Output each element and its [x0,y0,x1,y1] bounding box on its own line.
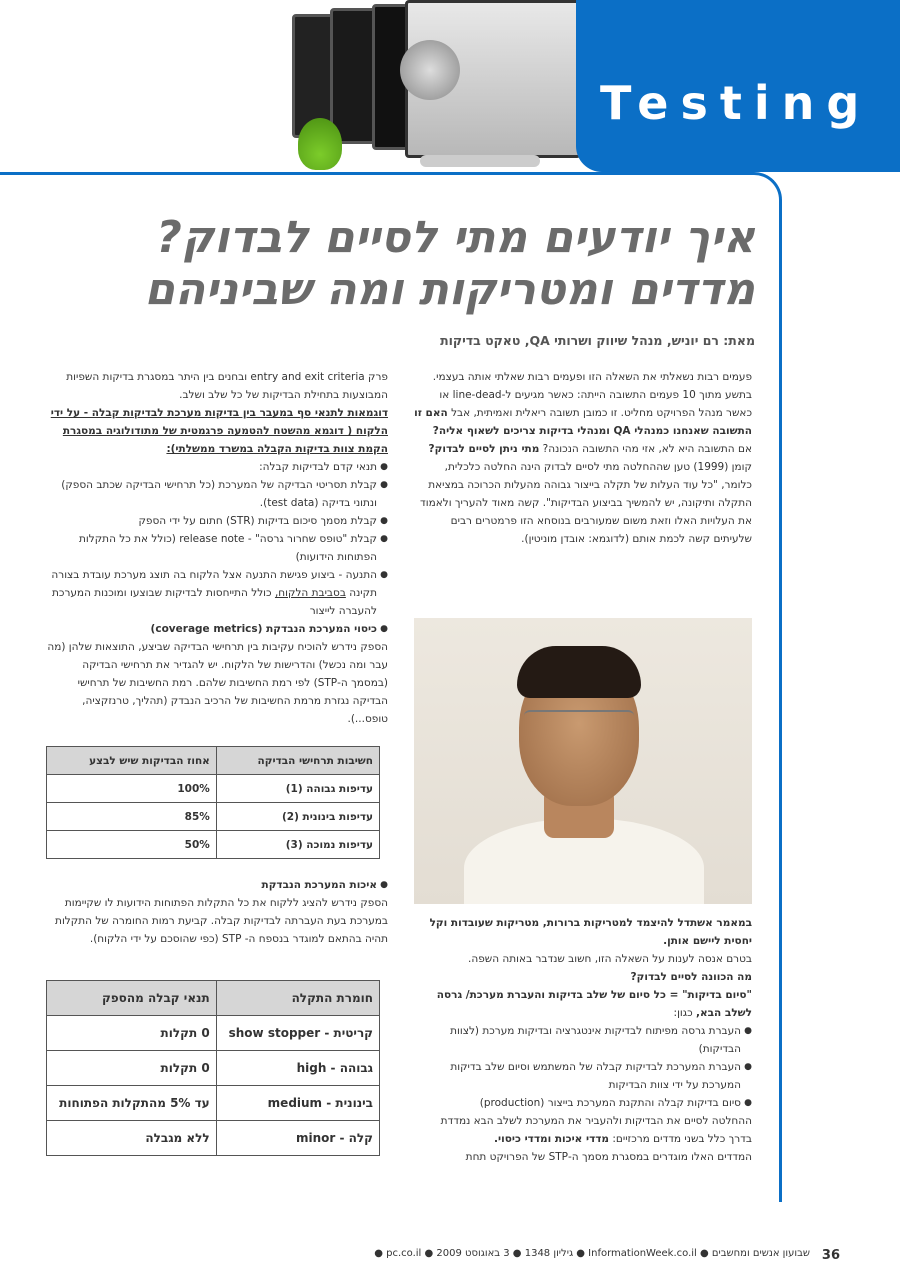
table-cell: גבוהה - high [216,1051,379,1086]
paragraph: הספק נידרש להוכיח עקיבות בין תרחישי הבדיקה שביצע, התוצאות שלהן (מה עבר ומה נכשל) והדרישות של הלקוח. יש להגדיר את תרחישי הבדיקה (במסמך ה-STP) לפי רמת החשיבות שלהם. רמת החשיבות של תרחישי הבדיקה נגזרת מרמת החשיבות של הרכיב הנבדק (תהליך, טרנזקציה, טופס...). [47,641,388,725]
list-item: ● התנעה - ביצוע פגישת התנעה אצל הלקוח בה תוצג מערכת עובדת בצורה תקינה בסביבת הלקוח, כולל התייחסות לבדיקות שבוצעו ומוכנות המערכת להעברה לייצור [44,566,388,620]
monitor-stand [420,155,540,167]
table-cell: 85% [47,803,217,831]
bullet-list [44,458,388,638]
paragraph: בטרם אנסה לענות על השאלה הזו, חשוב שנדבר באותה השפה. מה הכוונה לסיים לבדוק? [468,953,752,983]
author-photo [414,618,752,904]
table-cell: עדיפות גבוהה (1) [216,775,379,803]
list-item: ● קבלת תסריטי הבדיקה של המערכת (כל תרחישי הבדיקה שכתב הספק) ונתוני בדיקה (test data). [44,476,388,512]
paragraph: קומן (1999) טען שההחלטה מתי לסיים לבדוק הינה החלטה כלכלית, כלומר, "כל עוד העלות של תקלה בייצור גבוהה מהעלות הכרוכה במציאת התקלה ותיקונה, יש להמשיך בביצוע הבדיקות". קשה מאוד להעריך ולאמוד את העלויות האלו וזאת משום שמעורבים בנוסחא הזו פרמטרים רבים שלעיתים קשה לכמת אותם (לדוגמא: אובדן מוניטין). [420,461,752,545]
table-row [47,803,380,831]
table-cell: ללא מגבלה [47,1121,217,1156]
coverage-table [46,746,380,859]
table-header-cell: חשיבות תרחישי הבדיקה [216,747,379,775]
paragraph: המדדים האלו מוגדרים במסגרת מסמך ה-STP של הפרויקט תחת [465,1151,752,1163]
table-cell: עדיפות בינונית (2) [216,803,379,831]
list-item: ● קבלת "טופס שחרור גרסה" - release note (כולל את כל התקלות הפתוחות הידועות) [44,530,388,566]
paragraph: אם התשובה היא לא, אזי מהי התשובה הנכונה? מתי ניתן לסיים לבדוק? [428,443,752,455]
table-header-cell: חומרת התקלה [216,981,379,1016]
left-column-middle [44,876,388,948]
table-cell: קלה - minor [216,1121,379,1156]
table-header-row [47,981,380,1016]
severity-table [46,980,380,1156]
article-title-line2: מדדים ומטריקות ומה שביניהם [144,264,755,315]
list-item: ● תנאי קדם לבדיקות קבלה: [44,458,388,476]
table-header-cell: תנאי קבלה מהספק [47,981,217,1016]
footer-line: שבועון אנשים ומחשבים ● InformationWeek.co.il ● גיליון 1348 ● 3 באוגוסט 2009 ● pc.co.il ● [374,1248,810,1259]
table-row [47,1086,380,1121]
left-column-top [44,368,388,728]
bullet-list [414,1022,752,1112]
paragraph: פרק entry and exit criteria ובחנים בין היתר במסגרת בדיקות השפיות המבוצעות בתחילת הבדיקות של כל שלב ושלב. [66,371,388,401]
table-cell: עד 5% מהתקלות הפתוחות [47,1086,217,1121]
table-cell: 0 תקלות [47,1016,217,1051]
table-header-cell: אחוז הבדיקות שיש לבצע [47,747,217,775]
table-cell: קריטית - show stopper [216,1016,379,1051]
list-item: ● העברת גרסה מפיתוח לבדיקות אינטגרציה ובדיקות מערכת (לצוות הבדיקות) [414,1022,752,1058]
table-row [47,1051,380,1086]
right-column-top [414,368,752,548]
list-item: ● העברת המערכת לבדיקות קבלה של המשתמש וסיום שלב בדיקות המערכת על ידי צוות הבדיקות [414,1058,752,1094]
right-column-bottom [414,914,752,1166]
table-cell: 0 תקלות [47,1051,217,1086]
header-banner [0,0,900,178]
table-cell: 100% [47,775,217,803]
byline: מאת: רם יוניש, מנהל שיווק ושרותי QA, טאקט בדיקות [440,333,755,348]
table-row [47,1121,380,1156]
list-item: ● איכות המערכת הנבדקת [44,876,388,894]
table-cell: בינונית - medium [216,1086,379,1121]
photo-hair [517,646,641,698]
paragraph: דוגמאות לתנאי סף במעבר בין בדיקות מערכת לבדיקות קבלה - על ידי הלקוח ( דוגמא מהשטח להטמעה פרגמטית של מתודולוגיה במסגרת הקמת צוות בדיקות הקבלה במשרד ממשלתי): [50,407,388,455]
glasses-image [524,710,634,730]
section-title: Testing [600,76,872,130]
list-item: ● כיסוי המערכת הנבדקת (coverage metrics) [44,620,388,638]
paragraph: ההחלטה לסיים את הבדיקות ולהעביר את המערכת לשלב הבא נמדדת בדרך כלל בשני מדדים מרכזיים: מדדי איכות ומדדי כיסוי. [440,1115,752,1145]
list-item: ● קבלת מסמך סיכום בדיקות (STR) חתום על ידי הספק [44,512,388,530]
table-row [47,831,380,859]
footer-text [0,1248,900,1268]
table-row [47,775,380,803]
table-cell: 50% [47,831,217,859]
table-cell: עדיפות נמוכה (3) [216,831,379,859]
paragraph: הספק נידרש להציג ללקוח את כל התקלות הפתוחות הידועות לו שקיימות במערכת בעת העברתה לבדיקות קבלה. קביעת רמות החומרה של התקלות תהיה בהתאם למוגדר בנספח ה- STP (כפי שהוסכם על ידי הלקוח). [55,897,388,945]
article-title-line1: איך יודעים מתי לסיים לבדוק? [156,212,755,263]
flask-icon [298,118,342,170]
table-row [47,1016,380,1051]
page-number: 36 [821,1248,840,1263]
table-header-row [47,747,380,775]
stethoscope-image [400,40,460,100]
paragraph: "סיום בדיקות" = כל סיום של שלב בדיקות והעברת מערכת/ גרסה לשלב הבא, כגון: [436,989,752,1019]
paragraph: במאמר אשתדל להיצמד למטריקות ברורות, מטריקות שעובדות וקל יחסית ליישם אותן. [429,917,752,947]
paragraph: פעמים רבות נשאלתי את השאלה הזו ופעמים רבות שאלתי אותה בעצמי. בתשע מתוך 10 פעמים התשובה הייתה: כאשר מגיעים ל-line-dead או כאשר מנהל הפרויקט מחליט. זו כמובן תשובה ריאלית ואמיתית, אבל האם זו התשובה שאנחנו כמנהלי QA ומנהלי בדיקות צריכים לשאוף אליה? [414,371,752,437]
bullet-list [44,876,388,894]
list-item: ● סיום בדיקות קבלה והתקנת המערכת בייצור (production) [414,1094,752,1112]
